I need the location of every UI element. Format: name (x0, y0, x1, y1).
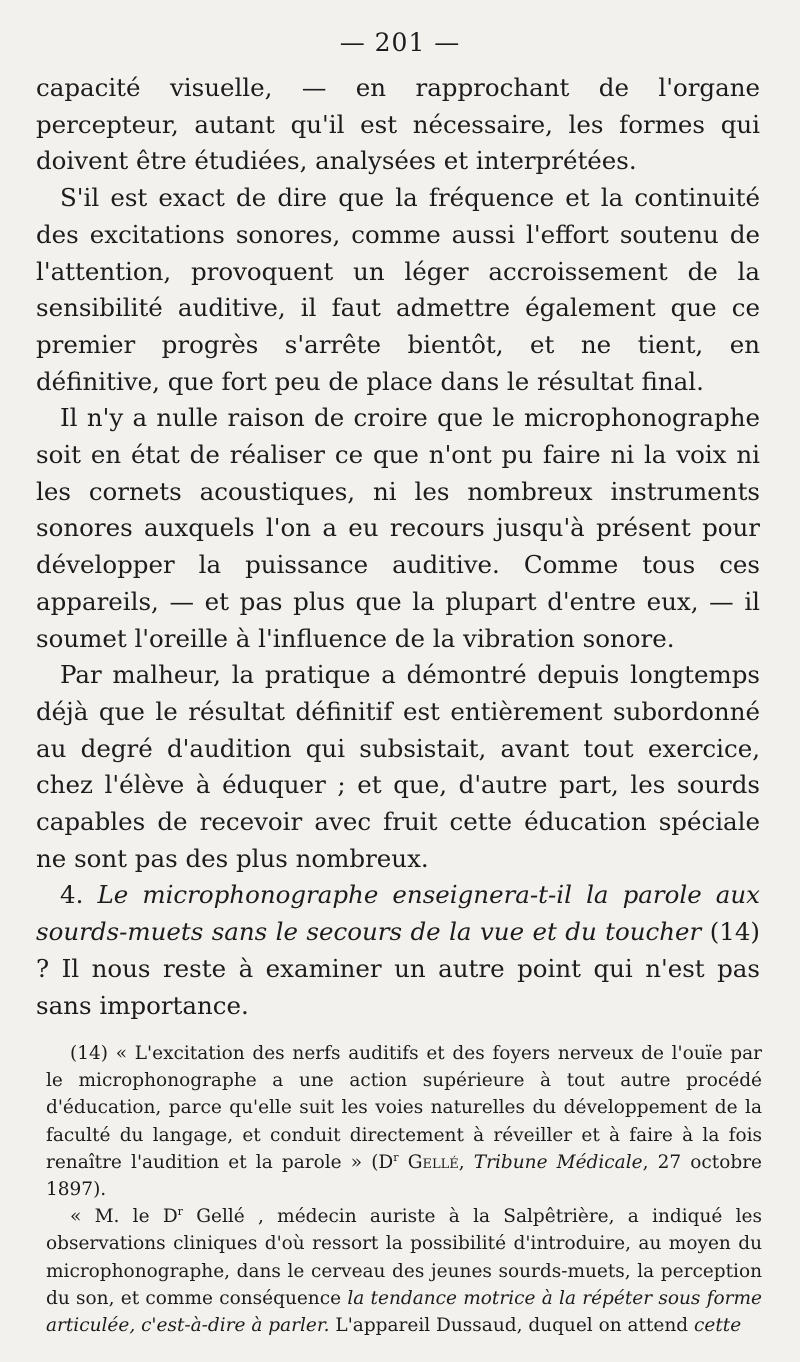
section-question-rest: (14) ? Il nous reste à examiner un autre point qui n'est pas sans importance. (36, 917, 760, 1020)
footnote-italic-2: cette (694, 1315, 742, 1337)
footnote-italic-1: la tendance motrice à la répéter sous forme articulée, c'est-à-dire à parler. (46, 1287, 762, 1337)
paragraph-5 (36, 877, 760, 1024)
page-number: — 201 — (339, 28, 461, 57)
main-text (36, 70, 760, 1024)
footnote-continuation-superscript: r (177, 1205, 183, 1219)
paragraph-4: Par malheur, la pratique a démontré depuis longtemps déjà que le résultat définitif est entièrement subordonné au degré d'audition qui subsistait, avant tout exercice, chez l'élève à éduquer ; et que, d'autre part, les sourds capables de recevoir avec fruit cette éducation spéciale ne sont pas des plus nombreux. (36, 660, 760, 873)
footnote-journal: Tribune Médicale (473, 1151, 643, 1173)
footnote-author: Gellé (407, 1151, 459, 1173)
footnote-14-text: (14) « L'excitation des nerfs auditifs et des foyers nerveux de l'ouïe par le microphonographe a une action supérieure à tout autre procédé d'éducation, parce qu'elle suit les voies naturelles du développement de la faculté du langage, et conduit directement à réveiller et à faire à la fois renaître l'audition et la parole » (D (46, 1043, 762, 1173)
footnote-14 (46, 1040, 762, 1203)
footnotes (46, 1040, 762, 1339)
footnote-end: L'appareil Dussaud, duquel on attend (329, 1315, 695, 1337)
paragraph-3: Il n'y a nulle raison de croire que le microphonographe soit en état de réaliser ce que n'ont pu faire ni la voix ni les cornets acoustiques, ni les nombreux instruments sonores auxquels l'on a eu recours jusqu'à présent pour développer la puissance auditive. Comme tous ces appareils, — et pas plus que la plupart d'entre eux, — il soumet l'oreille à l'influence de la vibration sonore. (36, 403, 760, 653)
paragraph-2: S'il est exact de dire que la fréquence et la continuité des excitations sonores, comme aussi l'effort soutenu de l'attention, provoquent un léger accroissement de la sensibilité auditive, il faut admettre également que ce premier progrès s'arrête bientôt, et ne tient, en définitive, que fort peu de place dans le résultat final. (36, 183, 760, 396)
section-number: 4. (60, 880, 84, 910)
footnote-main: Gellé , médecin auriste à la Salpêtrière, a indiqué les observations cliniques d'où ressort la possibilité d'introduire, au moyen du microphonographe, dans le cerveau des jeunes sourds-muets, la perception du son, et comme conséquence (46, 1206, 762, 1309)
paragraph-1: capacité visuelle, — en rapprochant de l'organe percepteur, autant qu'il est nécessaire, les formes qui doivent être étudiées, analysées et interprétées. (36, 73, 760, 176)
footnote-continuation (46, 1203, 762, 1339)
footnote-start: « M. le D (70, 1206, 178, 1228)
footnote-separator: , (458, 1151, 474, 1173)
section-question: Le microphonographe enseignera-t-il la parole aux sourds-muets sans le secours de la vue et du toucher (36, 880, 760, 947)
footnote-date: , 27 octobre 1897). (46, 1151, 762, 1201)
footnote-14-superscript: r (393, 1150, 399, 1164)
